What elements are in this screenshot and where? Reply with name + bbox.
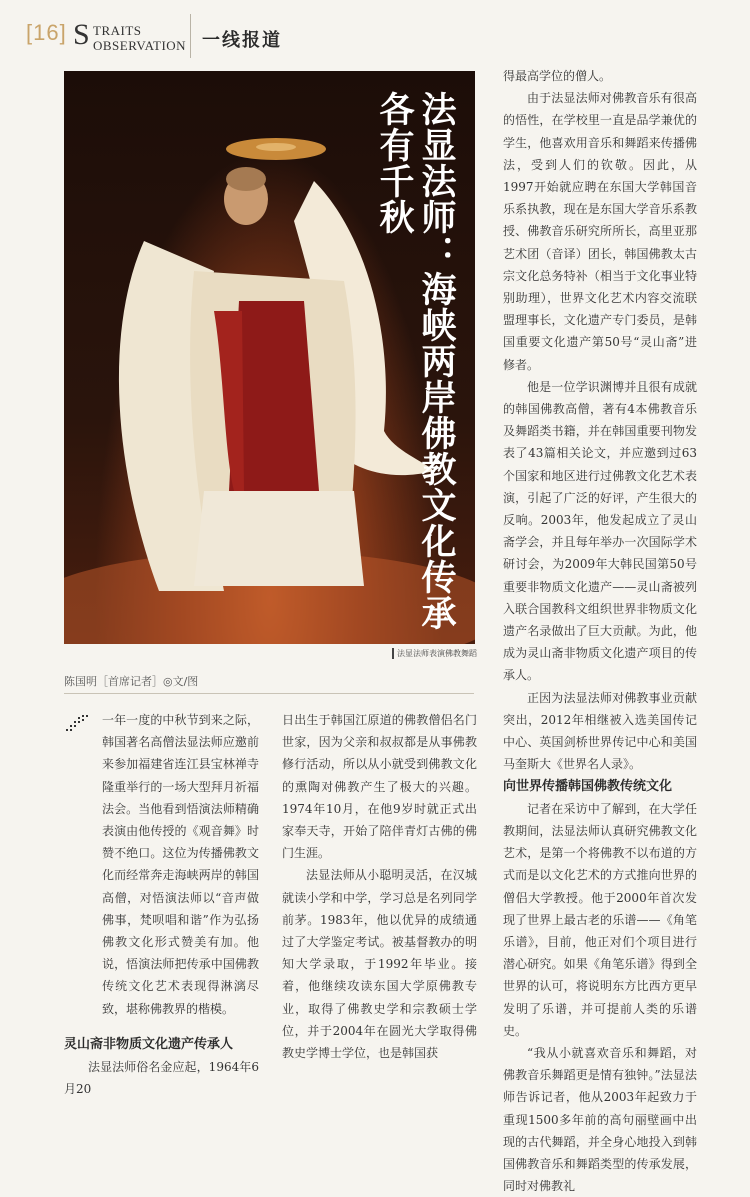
article-paragraph: 记者在采访中了解到，在大学任教期间，法显法师认真研究佛教文化艺术，是第一个将佛教不以布道的方式而是以文化艺术的方式推向世界的僧侣大学教授。他于2000年首次发现了世界上最古老的乐谱——《角笔乐谱》，目前，他正对们个项目进行潜心研究。如果《角笔乐谱》得到全世界的认可，将说明东方比西方更早发明了乐谱，并可提前人类的乐谱史。 [503,801,697,1038]
photo-caption: 法显法师表演佛教舞蹈 [392,648,477,659]
article-column-1 [64,709,259,1100]
headline: 法显法师：海峡两岸佛教文化传承各有千秋 [374,91,456,631]
article-paragraph: 正因为法显法师对佛教事业贡献突出，2012年相继被入选美国传记中心、英国剑桥世界传记中心和美国马奎斯大《世界名人录》。 [503,690,697,772]
header-divider [190,14,191,58]
article-paragraph: 日出生于韩国江原道的佛教僧侣名门世家，因为父亲和叔叔都是从事佛教修行活动，所以从小就受到佛教文化的熏陶对佛教产生了极大的兴趣。1974年10月，在他9岁时就正式出家奉天寺，开始了陪伴青灯古佛的佛门生涯。 [282,713,477,861]
page-header [0,0,750,60]
byline-divider [64,693,474,694]
article-paragraph: “我从小就喜欢音乐和舞蹈，对佛教音乐舞蹈更是情有独钟。”法显法师告诉记者，他从2003年起致力于重现1500多年前的高句丽壁画中出现的古代舞蹈，并全身心地投入到韩国佛教音乐和舞蹈类型的传承发展，同时对佛教礼 [503,1045,697,1194]
article-column-3 [503,65,697,1197]
article-paragraph: 他是一位学识渊博并且很有成就的韩国佛教高僧，著有4本佛教音乐及舞蹈类书籍，并在韩国重要刊物发表了43篇相关论文，并应邀到过63个国家和地区进行过佛教文化艺术表演，引起了广泛的好评，产生很大的反响。2003年，他发起成立了灵山斋学会，并且每年举办一次国际学术研讨会，为2009年大韩民国第50号重要非物质文化遗产——灵山斋被列入联合国教科文组织世界非物质文化遗产名录做出了巨大贡献。为此，他成为灵山斋非物质文化遗产项目的传承人。 [503,379,697,683]
section-subhead: 向世界传播韩国佛教传统文化 [503,778,673,794]
article-paragraph: 由于法显法师对佛教音乐有很高的悟性，在学校里一直是品学兼优的学生，他喜欢用音乐和舞蹈来传播佛法，受到人们的钦敬。因此，从1997开始就应聘在东国大学韩国音乐系执教，现在是东国大学音乐系教授、佛教音乐研究所所长，高里亚那艺术团（音译）团长，韩国佛教太古宗文化总务特补（相当于文化事业特别助理），世界文化艺术内容交流联盟理事长，文化遗产专门委员，是韩国重要文化遗产第50号“灵山斋”进修者。 [503,91,697,372]
masthead-line1: TRAITS [93,23,142,38]
article-column-2 [282,709,477,1064]
byline: 陈国明［首席记者］◎文/图 [64,675,199,688]
page-number: [16] [26,20,67,45]
section-subhead: 灵山斋非物质文化遗产传承人 [64,1036,234,1052]
article-paragraph: 得最高学位的僧人。 [503,69,612,83]
masthead-initial: S [73,18,90,51]
article-paragraph: 法显法师俗名金应起，1964年6月20 [64,1060,259,1097]
article-paragraph: 一年一度的中秋节到来之际，韩国著名高僧法显法师应邀前来参加福建省连江县宝林禅寺隆重举行的一场大型拜月祈福法会。当他看到悟演法师精确表演由他传授的《观音舞》时赞不绝口。这位为传播佛教文化而经常奔走海峡两岸的韩国高僧，对悟演法师以“音声做佛事，梵呗唱和谐”作为弘扬佛教文化形式赞美有加。他说，悟演法师把传承中国佛教传统文化艺术表现得淋漓尽致，堪称佛教界的楷模。 [102,713,259,1016]
article-paragraph: 法显法师从小聪明灵活，在汉城就读小学和中学，学习总是名列同学前茅。1983年，他以优异的成绩通过了大学鉴定考试。被基督教办的明知大学录取，于1992年毕业。接着，他继续攻读东国大学原佛教专业，取得了佛教史学和宗教硕士学位，并于2004年在圆光大学取得佛教史学博士学位，也是韩国获 [282,868,477,1061]
section-title: 一线报道 [202,30,282,51]
feature-photo [64,71,475,644]
masthead-line2: OBSERVATION [93,38,187,53]
